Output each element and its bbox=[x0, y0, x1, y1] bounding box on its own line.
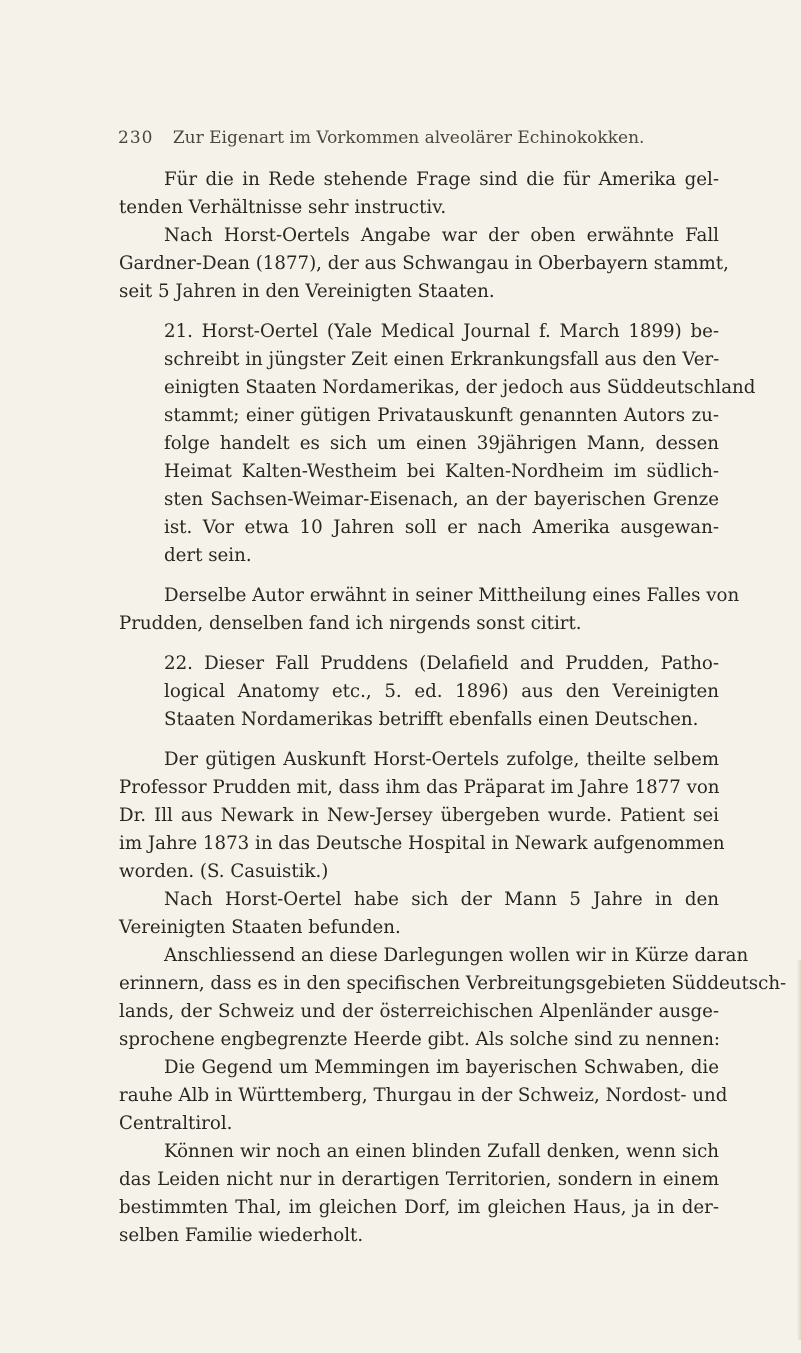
paragraph-gap bbox=[119, 734, 719, 746]
text-line: bestimmten Thal, im gleichen Dorf, im gleichen Haus, ja in der- bbox=[119, 1197, 719, 1218]
text-line: Vereinigten Staaten befunden. bbox=[119, 917, 401, 938]
text-line: das Leiden nicht nur in derartigen Territorien, sondern in einem bbox=[119, 1169, 719, 1190]
text-line: logical Anatomy etc., 5. ed. 1896) aus den Vereinigten bbox=[164, 681, 719, 702]
text-line: 21. Horst-Oertel (Yale Medical Journal f. March 1899) be- bbox=[164, 321, 719, 342]
text-line: worden. (S. Casuistik.) bbox=[119, 861, 329, 882]
text-line: Prudden, denselben fand ich nirgends sonst citirt. bbox=[119, 613, 582, 634]
page-number: 230 bbox=[118, 128, 154, 148]
text-line: Anschliessend an diese Darlegungen wollen wir in Kürze daran bbox=[164, 945, 749, 966]
paragraph-gap bbox=[119, 306, 719, 318]
paragraph-gap bbox=[119, 570, 719, 582]
text-line: rauhe Alb in Württemberg, Thurgau in der Schweiz, Nordost- und bbox=[119, 1085, 728, 1106]
body-text bbox=[119, 166, 787, 1250]
text-line: Heimat Kalten-Westheim bei Kalten-Nordheim im südlich- bbox=[164, 461, 719, 482]
text-line: ist. Vor etwa 10 Jahren soll er nach Amerika ausgewan- bbox=[164, 517, 719, 538]
text-line: Für die in Rede stehende Frage sind die für Amerika gel- bbox=[164, 169, 719, 190]
text-line: Staaten Nordamerikas betrifft ebenfalls einen Deutschen. bbox=[164, 709, 699, 730]
text-line: Gardner-Dean (1877), der aus Schwangau in Oberbayern stammt, bbox=[119, 253, 729, 274]
text-line: lands, der Schweiz und der österreichischen Alpenländer ausge- bbox=[119, 1001, 719, 1022]
text-line: Die Gegend um Memmingen im bayerischen Schwaben, die bbox=[164, 1057, 719, 1078]
text-line: folge handelt es sich um einen 39jährigen Mann, dessen bbox=[164, 433, 719, 454]
text-line: Können wir noch an einen blinden Zufall denken, wenn sich bbox=[164, 1141, 719, 1162]
text-line: erinnern, dass es in den specifischen Verbreitungsgebieten Süddeutsch- bbox=[119, 973, 787, 994]
text-line: selben Familie wiederholt. bbox=[119, 1225, 364, 1246]
text-line: Nach Horst-Oertel habe sich der Mann 5 Jahre in den bbox=[164, 889, 719, 910]
text-line: stammt; einer gütigen Privatauskunft genannten Autors zu- bbox=[164, 405, 719, 426]
text-line: seit 5 Jahren in den Vereinigten Staaten. bbox=[119, 281, 495, 302]
text-line: dert sein. bbox=[164, 545, 252, 566]
text-line: schreibt in jüngster Zeit einen Erkrankungsfall aus den Ver- bbox=[164, 349, 720, 370]
text-line: tenden Verhältnisse sehr instructiv. bbox=[119, 197, 447, 218]
text-line: Der gütigen Auskunft Horst-Oertels zufolge, theilte selbem bbox=[164, 749, 719, 770]
text-line: sprochene engbegrenzte Heerde gibt. Als solche sind zu nennen: bbox=[119, 1029, 721, 1050]
text-line: einigten Staaten Nordamerikas, der jedoch aus Süddeutschland bbox=[164, 377, 756, 398]
paragraph-gap bbox=[119, 638, 719, 650]
text-line: Nach Horst-Oertels Angabe war der oben erwähnte Fall bbox=[164, 225, 719, 246]
page-edge-shadow bbox=[797, 960, 801, 1340]
running-title: Zur Eigenart im Vorkommen alveolärer Echinokokken. bbox=[172, 128, 645, 148]
running-header bbox=[118, 128, 644, 148]
text-line: Centraltirol. bbox=[119, 1113, 233, 1134]
text-line: sten Sachsen-Weimar-Eisenach, an der bayerischen Grenze bbox=[164, 489, 719, 510]
text-line: Dr. Ill aus Newark in New-Jersey übergeben wurde. Patient sei bbox=[119, 805, 719, 826]
text-line: Professor Prudden mit, dass ihm das Präparat im Jahre 1877 von bbox=[119, 777, 720, 798]
text-line: Derselbe Autor erwähnt in seiner Mittheilung eines Falles von bbox=[164, 585, 740, 606]
text-line: 22. Dieser Fall Pruddens (Delafield and Prudden, Patho- bbox=[164, 653, 719, 674]
text-line: im Jahre 1873 in das Deutsche Hospital in Newark aufgenommen bbox=[119, 833, 725, 854]
